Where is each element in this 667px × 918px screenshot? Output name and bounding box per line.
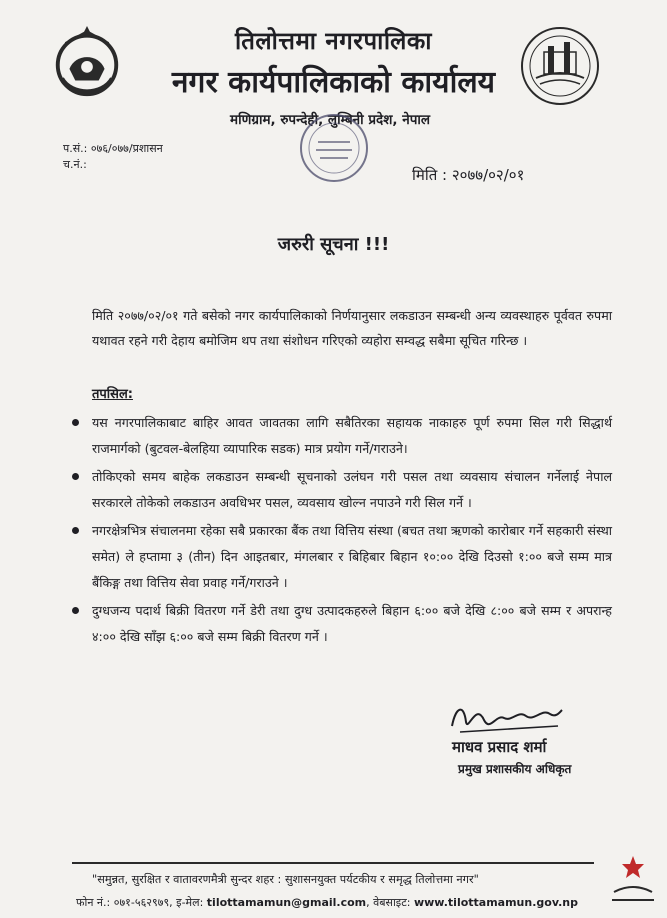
bullet-icon [72,473,79,480]
list-item: नगरक्षेत्रभित्र संचालनमा रहेका सबै प्रकारका बैंक तथा वित्तिय संस्था (बचत तथा ऋणको कारोबार गर्ने सहकारी संस्था समेत) ले हप्तामा ३ (तीन) दिन आइतबार, मंगलबार र बिहिबार बिहान १०:०० देखि दिउसो १:०० बजे सम्म मात्र बैंकिङ्ग तथा वित्तिय सेवा प्रवाह गर्ने/गराउने । [72,518,612,596]
list-item: दुग्धजन्य पदार्थ बिक्री वितरण गर्ने डेरी तथा दुग्ध उत्पादकहरुले बिहान ६:०० बजे देखि ८:०० बजे सम्म र अपरान्ह ४:०० देखि साँझ ६:०० बजे सम्म बिक्री वितरण गर्ने । [72,598,612,650]
footer-contact: फोन नं.: ०७१-५६२९७९, इ-मेल: tilottamamun@gmail.com, वेबसाइट: www.tilottamamun.gov.np [76,896,578,909]
office-stamp-icon [298,112,370,184]
bullet-icon [72,527,79,534]
notice-body: मिति २०७७/०२/०१ गते बसेको नगर कार्यपालिकाको निर्णयानुसार लकडाउन सम्बन्धी अन्य व्यवस्थाहरु पूर्ववत रुपमा यथावत रहने गरी देहाय बमोजिम थप तथा संशोधन गरिएको व्यहोरा सम्वद्ध सबैमा सूचित गरिन्छ । [92,308,612,348]
details-list [72,410,612,652]
visit-nepal-logo-icon [606,852,660,910]
footer-motto: "समुन्नत, सुरक्षित र वातावरणमैत्री सुन्दर शहर : सुशासनयुक्त पर्यटकीय र समृद्ध तिलोत्तमा नगर" [92,873,479,886]
municipality-name: तिलोत्तमा नगरपालिका [234,27,433,55]
email-link[interactable]: tilottamamun@gmail.com [206,896,367,909]
footer-divider [72,862,594,864]
details-label: तपसिल: [92,387,133,402]
signature-icon [446,696,566,738]
list-item: यस नगरपालिकाबाट बाहिर आवत जावतका लागि सबैतिरका सहायक नाकाहरु पूर्ण रुपमा सिल गरी सिद्धार्थ राजमार्गको (बुटवल-बेलहिया व्यापारिक सडक) मात्र प्रयोग गर्ने/गराउने। [72,410,612,462]
dispatch-number: च.नं.: [63,158,87,171]
reference-number: प.सं.: ०७६/०७७/प्रशासन [63,142,163,155]
signatory-title: प्रमुख प्रशासकीय अधिकृत [458,762,572,776]
office-address: मणिग्राम, रुपन्देही, लुम्बिनी प्रदेश, नेपाल [230,112,431,128]
bullet-icon [72,419,79,426]
list-item: तोकिएको समय बाहेक लकडाउन सम्बन्धी सूचनाको उलंघन गरी पसल तथा व्यवसाय संचालन गर्नेलाई नेपाल सरकारले तोकेको लकडाउन अवधिभर पसल, व्यवसाय खोल्न नपाउने गरी सिल गर्ने । [72,464,612,516]
office-name: नगर कार्यपालिकाको कार्यालय [171,65,496,100]
notice-date: मिति : २०७७/०२/०१ [412,166,525,184]
notice-title: जरुरी सूचना !!! [277,234,390,255]
signatory-name: माधव प्रसाद शर्मा [452,738,547,756]
bullet-icon [72,607,79,614]
website-link[interactable]: www.tilottamamun.gov.np [413,896,578,909]
